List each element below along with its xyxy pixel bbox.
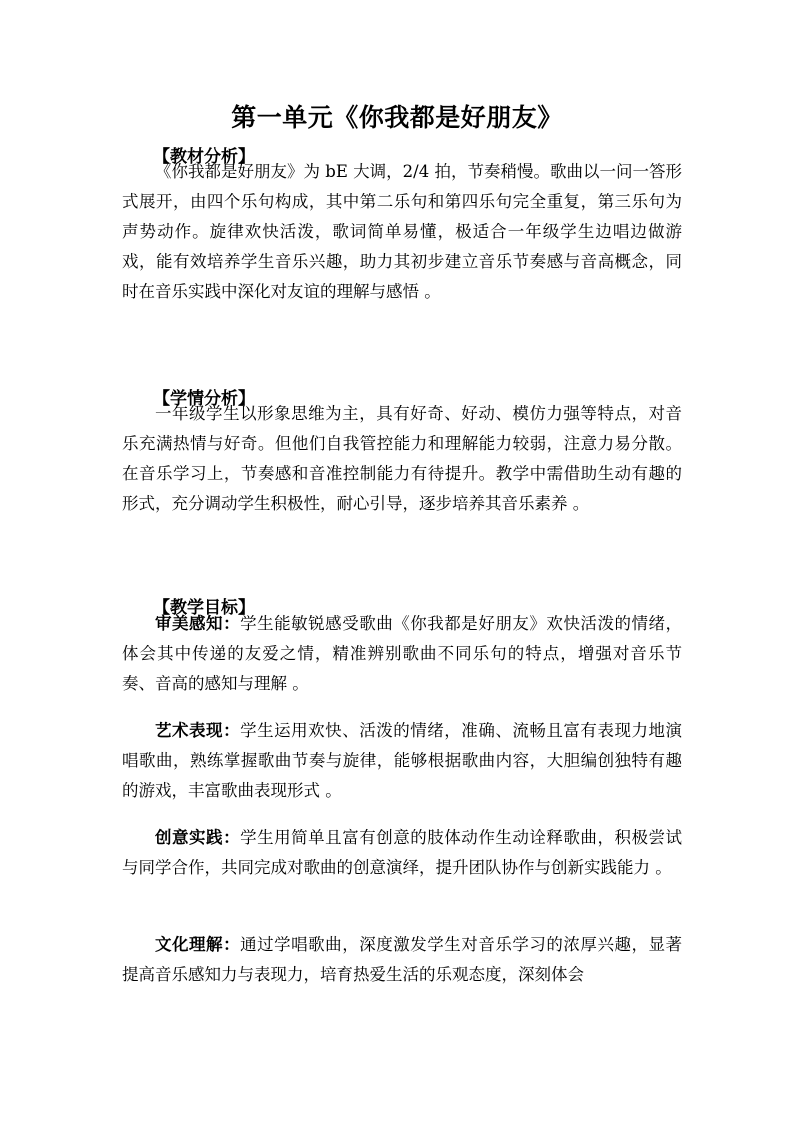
goal-aesthetic-perception — [122, 609, 682, 699]
goal-label: 艺术表现： — [155, 721, 241, 740]
goal-artistic-expression — [122, 716, 682, 806]
goal-label: 审美感知： — [155, 614, 241, 633]
goal-text: 学生用简单且富有创意的肢体动作生动诠释歌曲，积极尝试与同学合作，共同完成对歌曲的创意演绎，提升团队协作与创新实践能力 。 — [122, 828, 683, 877]
student-analysis-paragraph: 一年级学生以形象思维为主，具有好奇、好动、模仿力强等特点，对音乐充满热情与好奇。但他们自我管控能力和理解能力较弱，注意力易分散。在音乐学习上，节奏感和音准控制能力有待提升。教学中需借助生动有趣的形式，充分调动学生积极性，耐心引导，逐步培养其音乐素养 。 — [122, 404, 682, 513]
goal-label: 创意实践： — [155, 828, 241, 847]
goal-text: 学生能敏锐感受歌曲《你我都是好朋友》欢快活泼的情绪，体会其中传递的友爱之情，精准辨别歌曲不同乐句的特点，增强对音乐节奏、音高的感知与理解 。 — [122, 614, 683, 693]
goal-creative-practice — [122, 823, 682, 883]
goal-label: 文化理解： — [155, 935, 241, 954]
section-heading-teaching-goals: 【教学目标】 — [153, 598, 255, 618]
goal-text: 通过学唱歌曲，深度激发学生对音乐学习的浓厚兴趣，显著提高音乐感知力与表现力，培育热爱生活的乐观态度，深刻体会 — [122, 935, 683, 984]
page-title: 第一单元《你我都是好朋友》 — [231, 103, 563, 132]
goal-text: 学生运用欢快、活泼的情绪，准确、流畅且富有表现力地演唱歌曲，熟练掌握歌曲节奏与旋律，能够根据歌曲内容，大胆编创独特有趣的游戏，丰富歌曲表现形式 。 — [122, 721, 683, 800]
textbook-analysis-paragraph: 《你我都是好朋友》为 bE 大调，2/4 拍，节奏稍慢。歌曲以一问一答形式展开，由四个乐句构成，其中第二乐句和第四乐句完全重复，第三乐句为声势动作。旋律欢快活泼，歌词简单易懂，极适合一年级学生边唱边做游戏，能有效培养学生音乐兴趣，助力其初步建立音乐节奏感与音高概念，同时在音乐实践中深化对友谊的理解与感悟 。 — [122, 162, 682, 301]
section-heading-student-analysis: 【学情分析】 — [153, 389, 255, 409]
section-heading-textbook-analysis: 【教材分析】 — [153, 147, 255, 167]
goal-cultural-understanding — [122, 930, 682, 990]
